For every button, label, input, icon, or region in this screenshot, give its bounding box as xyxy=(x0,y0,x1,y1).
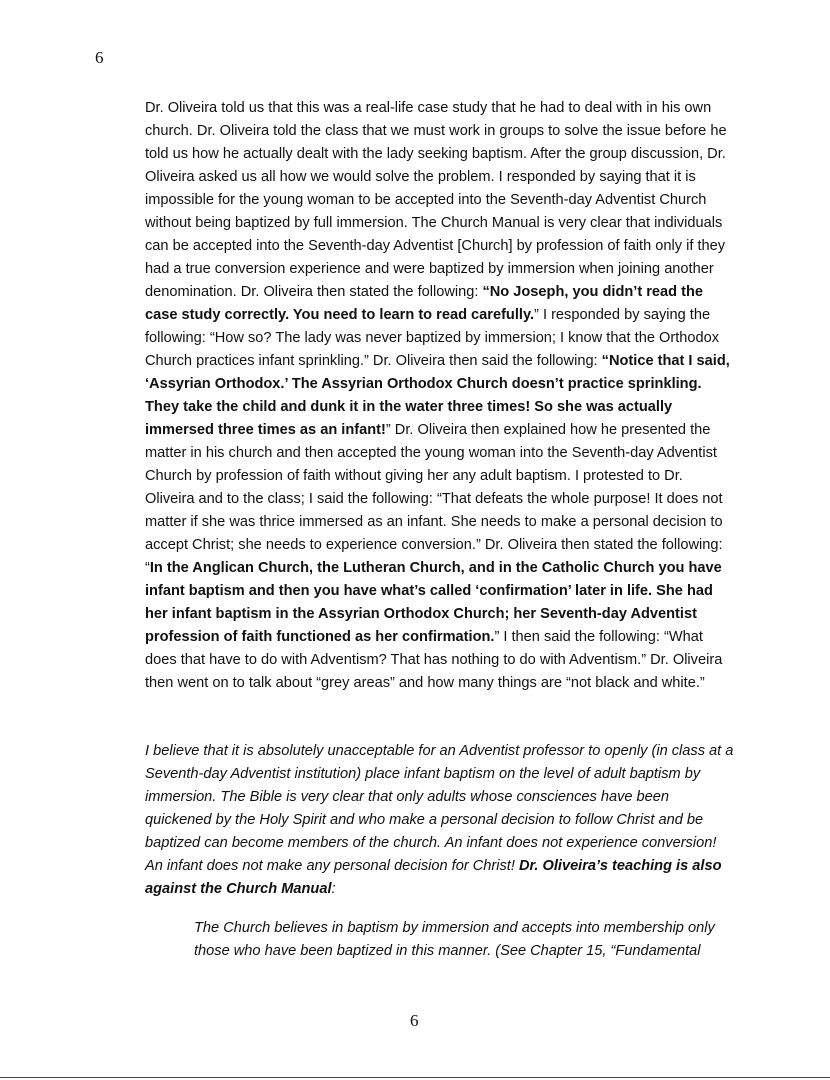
bold-quote: In the Anglican Church, the Lutheran Church, and in the Catholic Church you have infant baptism and then you have what’s called ‘confirmation’ later in life. She had her infant baptism in the Assyrian Orthodox Church; her Seventh-day Adventist profession of faith functioned as her confirmation. xyxy=(145,560,722,645)
paragraph-text: Dr. Oliveira told us that this was a real-life case study that he had to deal with in his own church. Dr. Oliveira told the class that we must work in groups to solve the issue before he told us how he actually dealt with the lady seeking baptism. After the group discussion, Dr. Oliveira asked us all how we would solve the problem. I responded by saying that it is impossible for the young woman to be accepted into the Seventh-day Adventist Church without being baptized by full immersion. The Church Manual is very clear that individuals can be accepted into the Seventh-day Adventist [Church] by profession of faith only if they had a true conversion experience and were baptized by immersion when joining another denomination. Dr. Oliveira then stated the following: xyxy=(145,100,727,300)
paragraph-text: ” I then said the following: “What does that have to do with Adventism? That has nothing to do with Adventism.” Dr. Oliveira then went on to talk about “grey areas” and how many things are “not black and white.” xyxy=(145,629,723,691)
bold-statement: Dr. Oliveira’s teaching is also against the Church Manual xyxy=(145,858,722,897)
paragraph-text: ” Dr. Oliveira then explained how he presented the matter in his church and then accepted the young woman into the Seventh-day Adventist Church by profession of faith without giving her any adult baptism. I protested to Dr. Oliveira and to the class; I said the following: “That defeats the whole purpose! It does not matter if she was thrice immersed as an infant. She needs to make a personal decision to accept Christ; she needs to experience conversion.” Dr. Oliveira then stated the following: “ xyxy=(145,422,723,576)
italic-paragraph xyxy=(145,740,735,901)
quote-text: The Church believes in baptism by immersion and accepts into membership only those who have been baptized in this manner. (See Chapter 15, “Fundamental xyxy=(194,920,715,959)
bold-quote: “Notice that I said, ‘Assyrian Orthodox.’ The Assyrian Orthodox Church doesn’t practice sprinkling. They take the child and dunk it in the water three times! So she was actually immersed three times as an infant! xyxy=(145,353,730,438)
body-paragraph xyxy=(145,97,735,695)
paragraph-text: ” I responded by saying the following: “How so? The lady was never baptized by immersion; I know that the Orthodox Church practices infant sprinkling.” Dr. Oliveira then said the following: xyxy=(145,307,720,369)
page-bottom-divider xyxy=(0,1077,830,1078)
header-page-number: 6 xyxy=(95,48,104,67)
bold-quote: “No Joseph, you didn’t read the case study correctly. You need to learn to read carefully. xyxy=(145,284,704,323)
block-quote xyxy=(194,917,729,963)
paragraph-text: I believe that it is absolutely unacceptable for an Adventist professor to openly (in class at a Seventh-day Adventist institution) place infant baptism on the level of adult baptism by immersion. The Bible is very clear that only adults whose consciences have been quickened by the Holy Spirit and who make a personal decision to follow Christ and be baptized can become members of the church. An infant does not experience conversion! An infant does not make any personal decision for Christ! xyxy=(145,743,734,874)
paragraph-text: : xyxy=(331,881,336,897)
footer-page-number: 6 xyxy=(410,1011,419,1030)
